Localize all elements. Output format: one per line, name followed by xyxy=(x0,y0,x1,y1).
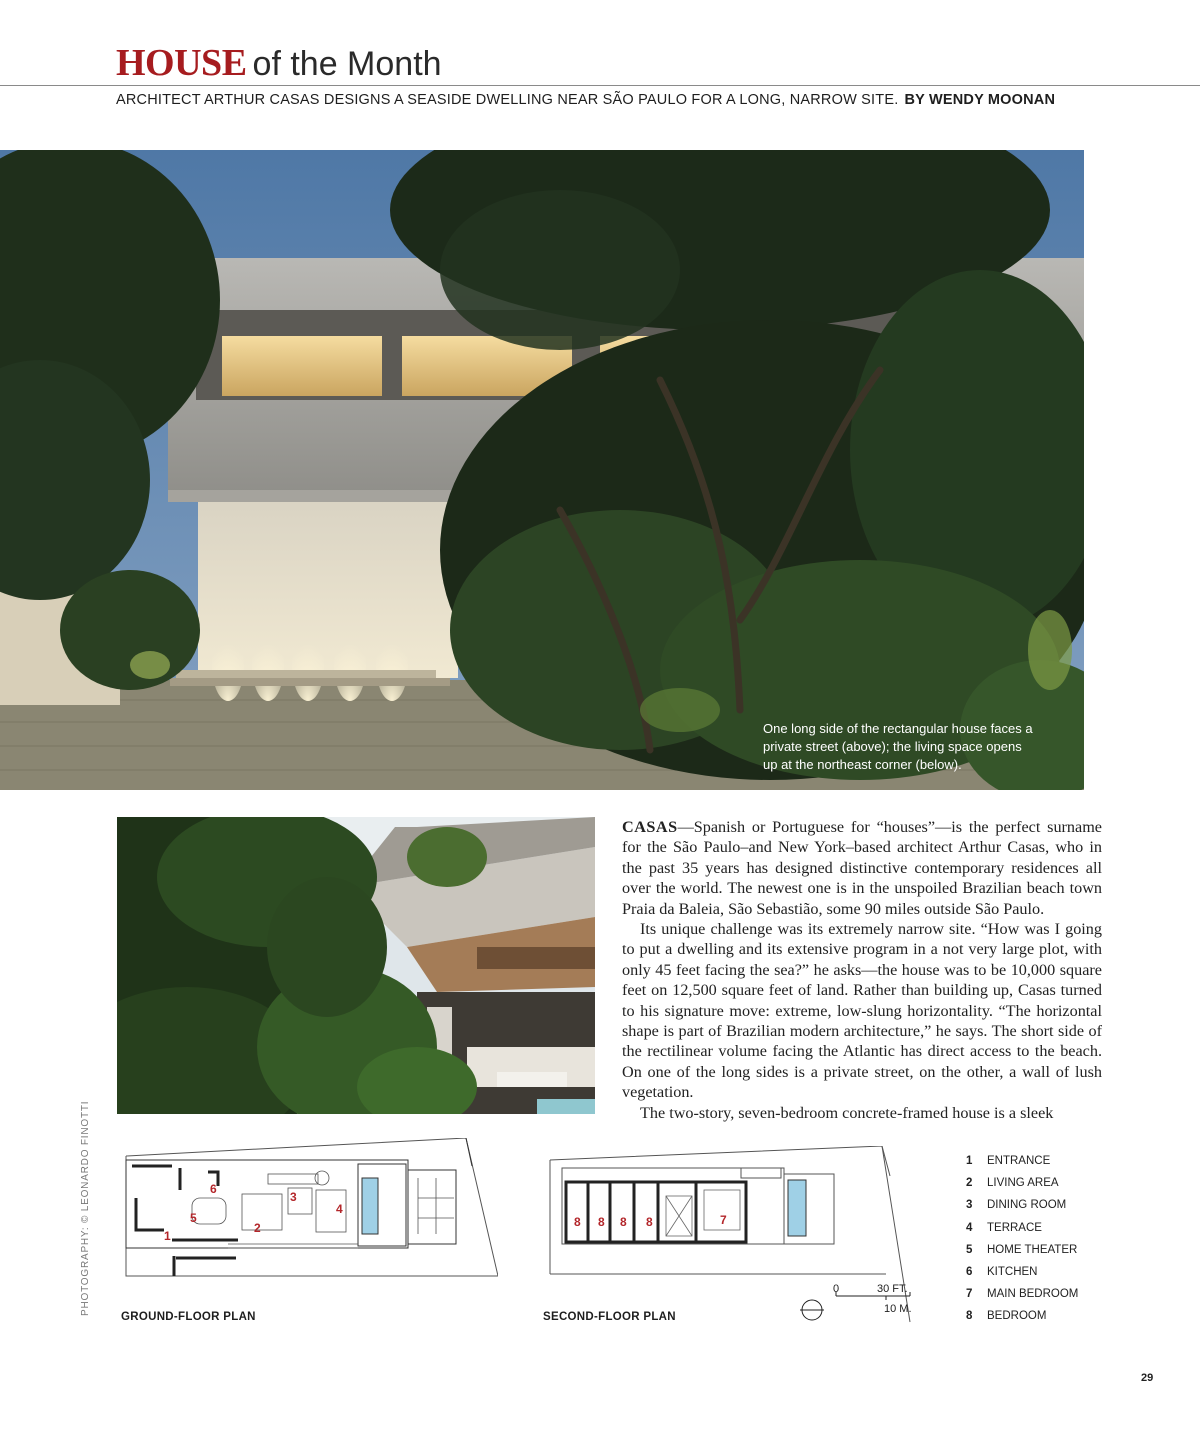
hero-photo-illustration xyxy=(0,150,1084,790)
plan-mark-4: 4 xyxy=(336,1202,343,1216)
legend-number: 6 xyxy=(966,1266,973,1279)
scale-feet: 30 FT. xyxy=(877,1283,908,1295)
legend-label: HOME THEATER xyxy=(987,1243,1078,1256)
deck-text: ARCHITECT ARTHUR CASAS DESIGNS A SEASIDE DWELLING NEAR SÃO PAULO FOR A LONG, NARROW SITE. xyxy=(116,92,899,108)
legend-number: 8 xyxy=(966,1310,973,1323)
legend-number: 2 xyxy=(966,1177,973,1190)
paragraph-2: Its unique challenge was its extremely narrow site. “How was I going to put a dwelling and its extensive program in a not very large plot, with only 45 feet facing the sea?” he asks—the house was to be 10,000 square feet on 12,500 square feet of land. Rather than building up, Casas turned to his signature move: extreme, low-slung horizontality. “The horizontal shape is part of Brazilian modern architecture,” he says. The short side of the rectilinear volume facing the Atlantic has direct access to the beach. On one of the long sides is a private street, on the other, a wall of lush vegetation. xyxy=(622,920,1102,1102)
legend-item xyxy=(966,1283,1078,1305)
title-kicker: HOUSE xyxy=(116,42,247,84)
second-floor-label: SECOND-FLOOR PLAN xyxy=(543,1311,676,1323)
scale-zero: 0 xyxy=(833,1283,840,1295)
plan-mark-7: 7 xyxy=(720,1213,727,1227)
plan-mark-8a: 8 xyxy=(574,1215,581,1229)
legend-item xyxy=(966,1305,1078,1327)
legend-number: 3 xyxy=(966,1199,973,1212)
legend-label: TERRACE xyxy=(987,1221,1042,1234)
legend-label: LIVING AREA xyxy=(987,1177,1059,1190)
article-body xyxy=(622,817,1102,1123)
plan-mark-6: 6 xyxy=(210,1182,217,1196)
legend-label: KITCHEN xyxy=(987,1266,1038,1279)
title-rest: of the Month xyxy=(252,45,442,83)
legend-number: 5 xyxy=(966,1243,973,1256)
legend-item xyxy=(966,1150,1078,1172)
living-space-illustration xyxy=(117,817,595,1114)
legend-item xyxy=(966,1239,1078,1261)
plan-mark-5: 5 xyxy=(190,1211,197,1225)
ground-floor-label: GROUND-FLOOR PLAN xyxy=(121,1311,256,1323)
legend-item xyxy=(966,1261,1078,1283)
hero-caption xyxy=(763,720,1068,774)
paragraph-1-text: Spanish or Portuguese for “houses”—is the perfect surname for the São Paulo–and New York–based architect Arthur Casas, who in the past 35 years has designed distinctive contemporary residences all over the world. The newest one is in the unspoiled Brazilian beach town Praia da Baleia, São Sebastião, some 90 miles outside São Paulo. xyxy=(622,818,1102,918)
second-floor-plan xyxy=(546,1146,916,1326)
ground-floor-drawing xyxy=(118,1138,498,1278)
paragraph-3: The two-story, seven-bedroom concrete-framed house is a sleek xyxy=(640,1103,1054,1122)
living-space-photo xyxy=(117,817,595,1114)
legend-item xyxy=(966,1172,1078,1194)
plan-mark-3: 3 xyxy=(290,1190,297,1204)
plan-legend xyxy=(966,1150,1078,1328)
plan-mark-8b: 8 xyxy=(598,1215,605,1229)
plan-mark-2: 2 xyxy=(254,1221,261,1235)
page-title xyxy=(116,40,442,87)
caption-line: up at the northeast corner (below). xyxy=(763,757,962,772)
legend-item xyxy=(966,1217,1078,1239)
byline: BY WENDY MOONAN xyxy=(904,92,1056,108)
legend-label: BEDROOM xyxy=(987,1310,1047,1323)
legend-label: ENTRANCE xyxy=(987,1155,1051,1168)
legend-number: 1 xyxy=(966,1155,973,1168)
plan-mark-8c: 8 xyxy=(620,1215,627,1229)
ground-floor-plan xyxy=(118,1138,498,1278)
photo-credit: PHOTOGRAPHY: © LEONARDO FINOTTI xyxy=(80,1100,91,1316)
scale-bar xyxy=(800,1283,912,1320)
second-floor-drawing xyxy=(546,1146,916,1326)
scale-meters: 10 M. xyxy=(884,1303,912,1315)
legend-number: 7 xyxy=(966,1288,973,1301)
caption-line: One long side of the rectangular house faces a xyxy=(763,721,1033,736)
plan-mark-8d: 8 xyxy=(646,1215,653,1229)
lead-word: CASAS xyxy=(622,818,678,836)
caption-line: private street (above); the living space opens xyxy=(763,739,1022,754)
legend-number: 4 xyxy=(966,1221,973,1234)
header-rule xyxy=(0,85,1200,86)
deck xyxy=(116,92,1055,108)
page-number: 29 xyxy=(1141,1372,1154,1384)
legend-label: DINING ROOM xyxy=(987,1199,1067,1212)
hero-photo xyxy=(0,150,1084,790)
legend-item xyxy=(966,1194,1078,1216)
plan-mark-1: 1 xyxy=(164,1229,171,1243)
legend-label: MAIN BEDROOM xyxy=(987,1288,1079,1301)
paragraph-1: CASAS—Spanish or Portuguese for “houses”—is the perfect surname for the São Paulo–and New York–based architect Arthur Casas, who in the past 35 years has designed distinctive contemporary residences all over the world. The newest one is in the unspoiled Brazilian beach town Praia da Baleia, São Sebastião, some 90 miles outside São Paulo. xyxy=(622,818,1102,918)
